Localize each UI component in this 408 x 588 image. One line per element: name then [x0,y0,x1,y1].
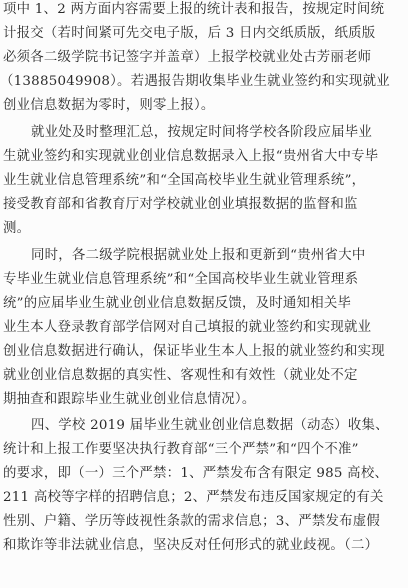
text-line-2: 计报交（若时间紧可先交电子版，后 3 日内交纸质版，纸质版 [3,26,376,41]
text-line-20: 的要求，即（一）三个严禁：1、严禁发布含有限定 985 高校、 [3,466,389,481]
text-line-17: 期抽查和跟踪毕业生就业创业信息情况）。 [3,392,256,407]
text-line-21: 211 高校等字样的招聘信息；2、严禁发布违反国家规定的有关 [3,490,384,505]
text-line-8: 业生就业信息管理系统”和“全国高校毕业生就业管理系统”， [3,173,366,188]
text-line-3: 必须各二级学院书记签字并盖章）上报学校就业处古芳丽老师 [3,50,372,65]
text-line-1: 项中 1、2 两方面内容需要上报的统计表和报告，按规定时间统 [3,2,385,17]
text-line-7: 生就业签约和实现就业创业信息数据录入上报“贵州省大中专毕 [3,149,379,164]
text-line-14: 业生本人登录教育部学信网对自己填报的就业签约和实现就业 [3,320,372,335]
text-line-12: 专毕业生就业信息管理系统”和“全国高校毕业生就业管理系 [3,272,359,287]
text-line-6: 就业处及时整理汇总，按规定时间将学校各阶段应届毕业 [31,125,373,140]
text-line-11: 同时，各二级学院根据就业处上报和更新到“贵州省大中 [31,248,366,263]
text-line-23: 和欺诈等非法就业信息，坚决反对任何形式的就业歧视。（二） [3,538,379,553]
text-line-4: （13885049908）。若遇报告期收集毕业生就业签约和实现就业 [0,74,390,89]
text-line-19: 统计和上报工作要坚决执行教育部“三个严禁”和“四个不准” [3,442,359,457]
text-line-5: 创业信息数据为零时，则零上报）。 [3,98,215,113]
text-line-15: 创业信息数据进行确认，保证毕业生本人上报的就业签约和实现 [3,344,385,359]
text-line-9: 接受教育部和省教育厅对学校就业创业填报数据的监督和监 [3,197,358,212]
text-line-18: 四、学校 2019 届毕业生就业创业信息数据（动态）收集、 [31,418,389,433]
text-line-13: 统”的应届毕业生就业创业信息数据反馈，及时通知相关毕 [3,296,352,311]
text-line-22: 性别、户籍、学历等歧视性条款的需求信息；3、严禁发布虚假 [3,514,381,529]
text-line-16: 就业创业信息数据的真实性、客观性和有效性（就业处不定 [3,368,358,383]
text-line-10: 测。 [3,221,31,236]
